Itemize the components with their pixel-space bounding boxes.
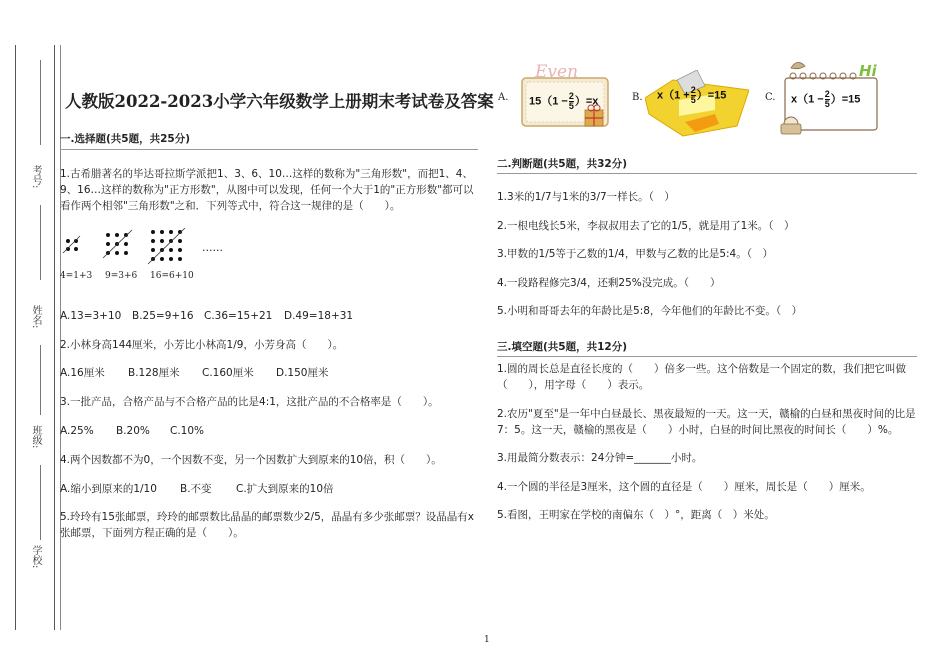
question-3-text: 3.一批产品，合格产品与不合格产品的比是4:1，这批产品的不合格率是（ ）。 xyxy=(60,396,439,408)
section2-divider xyxy=(497,173,917,174)
q1-option-b: B.25=9+16 xyxy=(132,310,194,322)
question-4-text: 4.两个因数都不为0，一个因数不变，另一个因数扩大到原来的10倍，积（ ）。 xyxy=(60,454,442,466)
fill-item-2: 2.农历"夏至"是一年中白昼最长、黑夜最短的一天。这一天，赣榆的白昼和黑夜时间的比是7：5。这一天，赣榆的黑夜是（ ）小时，白昼的时间比黑夜的时间长（ ）%。 xyxy=(497,408,916,436)
q1-option-a: A.13=3+10 xyxy=(60,310,122,322)
section2-heading: 二.判断题(共5题，共32分) xyxy=(497,158,628,170)
q2-option-a: A.16厘米 xyxy=(60,367,105,379)
section3-divider xyxy=(497,356,917,357)
binding-line-outer xyxy=(15,45,16,630)
fill-item-3: 3.用最简分数表示：24分钟=_______小时。 xyxy=(497,452,703,464)
q4-option-c: C.扩大到原来的10倍 xyxy=(236,483,334,495)
q5-card-a-letter: A. xyxy=(498,92,509,103)
question-1-text: 1.古希腊著名的毕达哥拉斯学派把1、3、6、10…这样的数称为"三角形数"，而把1、4、9、16…这样的数称为"正方形数"，从图中可以发现，任何一个大于1的"正方形数"都可以看作两个相邻"三角形数"之和．下列等式中，符合这一规律的是（ ）。 xyxy=(60,168,474,212)
exam-number-line-2 xyxy=(40,205,41,280)
class-label: 班级: xyxy=(30,425,41,449)
judgment-item-2: 2.一根电线长5米，李叔叔用去了它的1/5，就是用了1米。（ ） xyxy=(497,220,795,232)
judgment-item-3: 3.甲数的1/5等于乙数的1/4，甲数与乙数的比是5:4。（ ） xyxy=(497,248,773,260)
figure-label-1: 4=1+3 xyxy=(60,271,93,281)
school-label: 学校: xyxy=(30,545,41,569)
q3-option-b: B.20% xyxy=(116,425,150,437)
q4-option-b: B.不变 xyxy=(180,483,212,495)
card-c-deco-text: Hi xyxy=(859,62,877,80)
page-number: 1 xyxy=(484,635,490,645)
question-2-text: 2.小林身高144厘米，小芳比小林高1/9，小芳身高（ ）。 xyxy=(60,339,344,351)
judgment-item-5: 5.小明和哥哥去年的年龄比是5:8，今年他们的年龄比不变。（ ） xyxy=(497,305,803,317)
q5-card-b-letter: B. xyxy=(632,92,643,103)
q5-card-c-letter: C. xyxy=(765,92,776,103)
q3-option-a: A.25% xyxy=(60,425,94,437)
section1-heading: 一.选择题(共5题，共25分) xyxy=(60,133,191,145)
fill-item-4: 4.一个圆的半径是3厘米，这个圆的直径是（ ）厘米，周长是（ ）厘米。 xyxy=(497,481,871,493)
card-c-equation: x（1 − $\frac{2}{5}$ ）=15 xyxy=(791,89,861,109)
exam-number-label: 考号: xyxy=(30,165,41,189)
figure-label-2: 9=3+6 xyxy=(105,271,138,281)
figure-ellipsis: …… xyxy=(202,242,223,254)
q5-card-b xyxy=(645,70,749,140)
q1-option-d: D.49=18+31 xyxy=(284,310,354,322)
card-b-equation: x（1 + $\frac{2}{5}$ ）=15 xyxy=(657,85,727,105)
name-label: 姓名: xyxy=(30,305,41,329)
q5-card-a xyxy=(519,62,611,132)
binding-line-inner xyxy=(54,45,55,630)
question-5-text: 5.玲玲有15张邮票，玲玲的邮票数比晶晶的邮票数少2/5，晶晶有多少张邮票？设晶晶有x张邮票，下面列方程正确的是（ ）。 xyxy=(60,511,474,539)
judgment-item-1: 1.3米的1/7与1米的3/7一样长。（ ） xyxy=(497,191,675,203)
q4-option-a: A.缩小到原来的1/10 xyxy=(60,483,157,495)
exam-number-line xyxy=(40,60,41,145)
page-title: 人教版2022-2023小学六年级数学上册期末考试卷及答案 xyxy=(65,92,494,111)
q2-option-b: B.128厘米 xyxy=(128,367,180,379)
class-line xyxy=(40,465,41,540)
card-a-deco-text: Even xyxy=(535,62,579,82)
card-a-equation: 15（1 − $\frac{2}{5}$ ）=x xyxy=(529,91,599,111)
fill-item-5: 5.看图，王明家在学校的南偏东（ ）°，距离（ ）米处。 xyxy=(497,509,775,521)
card-b-frame xyxy=(645,70,749,140)
section1-divider xyxy=(60,149,478,150)
section3-heading: 三.填空题(共5题，共12分) xyxy=(497,341,628,353)
name-line xyxy=(40,345,41,415)
q5-card-c xyxy=(777,58,883,136)
square-number-figure xyxy=(60,228,240,284)
judgment-item-4: 4.一段路程修完3/4，还剩25%没完成。（ ） xyxy=(497,277,721,289)
q2-option-c: C.160厘米 xyxy=(202,367,254,379)
q3-option-c: C.10% xyxy=(170,425,205,437)
figure-label-3: 16=6+10 xyxy=(150,271,194,281)
q1-option-c: C.36=15+21 xyxy=(204,310,273,322)
q2-option-d: D.150厘米 xyxy=(276,367,329,379)
fill-item-1: 1.圆的周长总是直径长度的（ ）倍多一些。这个倍数是一个固定的数，我们把它叫做（ ），用字母（ ）表示。 xyxy=(497,363,907,391)
